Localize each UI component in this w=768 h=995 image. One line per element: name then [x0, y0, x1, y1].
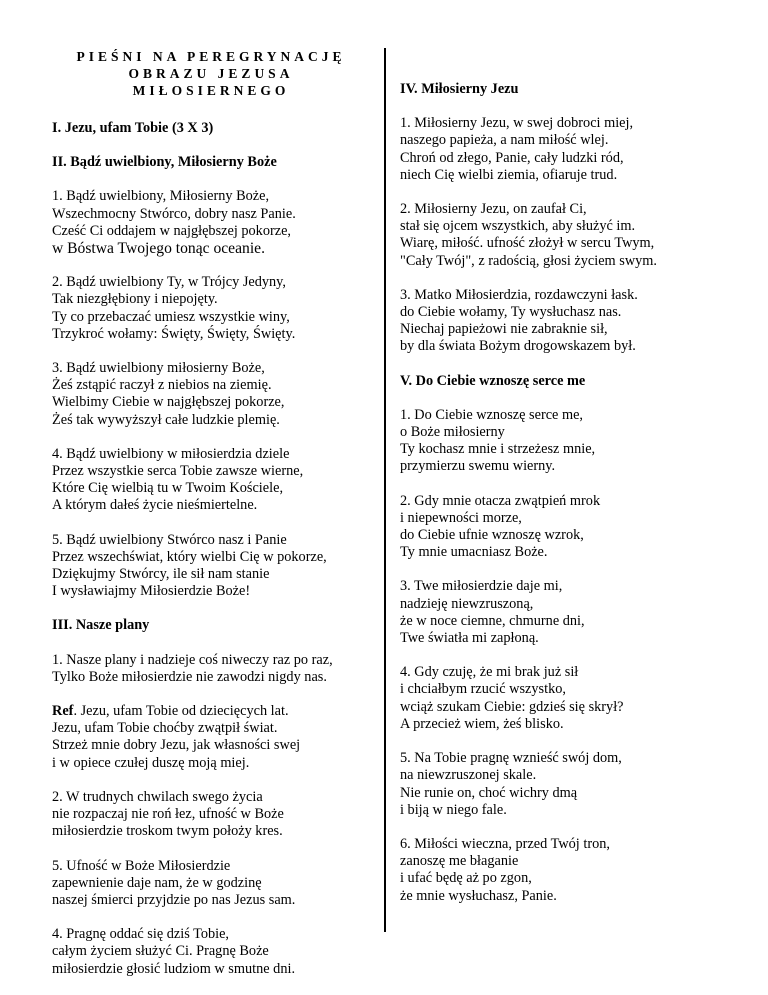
verse-line: Przez wszechświat, który wielbi Cię w pokorze,	[52, 548, 327, 565]
verse-line: niech Cię wielbi ziemia, ofiaruje trud.	[400, 166, 618, 183]
verse-line: 6. Miłości wieczna, przed Twój tron,	[400, 835, 610, 852]
verse-line: Niechaj papieżowi nie zabraknie sił,	[400, 321, 608, 338]
title-line: PIEŚNI NA PEREGRYNACJĘ	[76, 49, 346, 64]
verse-line: 1. Bądź uwielbiony, Miłosierny Boże,	[52, 188, 270, 205]
verse-line: 4. Pragnę oddać się dziś Tobie,	[52, 926, 230, 943]
verse-line: Które Cię wielbią tu w Twoim Kościele,	[52, 480, 284, 497]
verse-line: Wielbimy Ciebie w najgłębszej pokorze,	[52, 394, 285, 411]
verse-line: Nie runie on, choć wichry dmą	[400, 784, 578, 801]
stanza	[52, 360, 370, 429]
stanza	[400, 115, 730, 184]
verse-line: do Ciebie wołamy, Ty wysłuchasz nas.	[400, 304, 622, 321]
verse-line: zanoszę me błaganie	[400, 853, 519, 870]
verse-line: w Bóstwa Twojego tonąc oceanie.	[52, 240, 265, 258]
verse-line: Ty co przebaczać umiesz wszystkie winy,	[52, 308, 290, 325]
stanza	[52, 858, 370, 910]
verse-line: o Boże miłosierny	[400, 424, 505, 441]
stanza	[52, 446, 370, 515]
verse-line: całym życiem służyć Ci. Pragnę Boże	[52, 943, 269, 960]
verse-line: miłosierdzie głosić ludziom w smutne dni.	[52, 960, 296, 977]
stanza	[52, 188, 370, 257]
verse-line: naszego papieża, a nam miłość wlej.	[400, 132, 609, 149]
verse-line: Strzeż mnie dobry Jezu, jak własności swej	[52, 737, 301, 754]
verse-line: Chroń od złego, Panie, cały ludzki ród,	[400, 149, 624, 166]
verse-line: Jezu, ufam Tobie choćby zwątpił świat.	[52, 720, 278, 737]
song-heading-4: IV. Miłosierny Jezu	[400, 81, 519, 97]
stanza	[400, 750, 730, 819]
verse-line: Żeś tak wywyższył całe ludzkie plemię.	[52, 411, 280, 428]
verse-line: 5. Ufność w Boże Miłosierdzie	[52, 857, 231, 874]
verse-line: 3. Bądź uwielbiony miłosierny Boże,	[52, 360, 265, 377]
stanza	[400, 201, 730, 270]
document-title	[52, 48, 370, 99]
stanza	[52, 789, 370, 841]
stanza	[52, 274, 370, 343]
verse-line: i chciałbym rzucić wszystko,	[400, 681, 566, 698]
refrain	[52, 703, 370, 772]
verse-line: Żeś zstąpić raczył z niebios na ziemię.	[52, 377, 272, 394]
verse-line: nadzieję niewzruszoną,	[400, 595, 534, 612]
verse-line: "Cały Twój", z radością, głosi życiem swym.	[400, 252, 657, 269]
title-line: OBRAZU JEZUSA	[128, 66, 294, 81]
column-divider	[384, 48, 386, 932]
verse-line: i biją w niego fale.	[400, 801, 507, 818]
verse-line: stał się ojcem wszystkich, aby służyć im.	[400, 218, 636, 235]
stanza	[52, 926, 370, 978]
verse-line: Tak niezgłębiony i niepojęty.	[52, 291, 218, 308]
verse-line: nie rozpaczaj nie roń łez, ufność w Boże	[52, 806, 284, 823]
verse-line: A którym dałeś życie nieśmiertelne.	[52, 497, 258, 514]
song-heading-5: V. Do Ciebie wznoszę serce me	[400, 372, 586, 389]
stanza	[400, 578, 730, 647]
verse-line: i niepewności morze,	[400, 509, 522, 526]
stanza	[52, 532, 370, 601]
verse-line: Wiarę, miłość. ufność złożył w sercu Twym,	[400, 235, 655, 252]
verse-line: I wysławiajmy Miłosierdzie Boże!	[52, 583, 251, 600]
song-heading-2: II. Bądź uwielbiony, Miłosierny Boże	[52, 154, 277, 171]
verse-line: 2. W trudnych chwilach swego życia	[52, 788, 263, 805]
verse-line: Tylko Boże miłosierdzie nie zawodzi nigdy nas.	[52, 668, 327, 685]
refrain-label: Ref	[52, 703, 74, 720]
verse-line: do Ciebie ufnie wznoszę wzrok,	[400, 527, 584, 544]
verse-line: naszej śmierci przyjdzie po nas Jezus sam.	[52, 891, 296, 908]
verse-line: 4. Gdy czuję, że mi brak już sił	[400, 664, 579, 681]
verse-line: i ufać będę aż po zgon,	[400, 870, 532, 887]
verse-line: 3. Matko Miłosierdzia, rozdawczyni łask.	[400, 286, 638, 303]
song-heading-3: III. Nasze plany	[52, 617, 150, 634]
verse-line: 1. Do Ciebie wznoszę serce me,	[400, 406, 584, 423]
verse-line: 1. Nasze plany i nadzieje coś niweczy raz po raz,	[52, 651, 333, 668]
verse-line: 5. Na Tobie pragnę wznieść swój dom,	[400, 750, 622, 767]
stanza	[400, 664, 730, 733]
verse-line: wciąż szukam Ciebie: gdzieś się skrył?	[400, 698, 624, 715]
left-column	[52, 48, 370, 995]
verse-line: 2. Bądź uwielbiony Ty, w Trójcy Jedyny,	[52, 274, 286, 291]
song-heading-1: I. Jezu, ufam Tobie (3 X 3)	[52, 120, 214, 136]
stanza	[400, 836, 730, 905]
stanza	[52, 652, 370, 686]
verse-line: Twe światła mi zapłoną.	[400, 630, 539, 647]
verse-line: Trzykroć wołamy: Święty, Święty, Święty.	[52, 325, 296, 342]
stanza	[400, 493, 730, 562]
verse-line: zapewnienie daje nam, że w godzinę	[52, 874, 262, 891]
verse-line: 3. Twe miłosierdzie daje mi,	[400, 578, 563, 595]
verse-line: 4. Bądź uwielbiony w miłosierdzia dziele	[52, 445, 290, 462]
verse-line: Cześć Ci oddajem w najgłębszej pokorze,	[52, 222, 291, 239]
verse-line: 1. Miłosierny Jezu, w swej dobroci miej,	[400, 115, 634, 132]
verse-line: A przecież wiem, żeś blisko.	[400, 715, 564, 732]
verse-line: Wszechmocny Stwórco, dobry nasz Panie.	[52, 205, 296, 222]
refrain-first-line: . Jezu, ufam Tobie od dziecięcych lat.	[73, 703, 289, 720]
verse-line: Ty mnie umacniasz Boże.	[400, 544, 548, 561]
stanza	[400, 287, 730, 356]
verse-line: że w noce ciemne, chmurne dni,	[400, 612, 585, 629]
verse-line: Przez wszystkie serca Tobie zawsze wierne,	[52, 463, 304, 480]
verse-line: 2. Miłosierny Jezu, on zaufał Ci,	[400, 201, 587, 218]
verse-line: że mnie wysłuchasz, Panie.	[400, 887, 557, 904]
verse-line: Dziękujmy Stwórcy, ile sił nam stanie	[52, 566, 270, 583]
verse-line: 2. Gdy mnie otacza zwątpień mrok	[400, 492, 601, 509]
verse-line: miłosierdzie troskom twym położy kres.	[52, 823, 283, 840]
verse-line: by dla świata Bożym drogowskazem był.	[400, 338, 636, 355]
verse-line	[52, 703, 370, 720]
right-column	[400, 81, 730, 922]
verse-line: i w opiece czułej duszę moją miej.	[52, 754, 250, 771]
verse-line: Ty kochasz mnie i strzeżesz mnie,	[400, 441, 596, 458]
title-line: MIŁOSIERNEGO	[132, 83, 290, 98]
verse-line: na niewzruszonej skale.	[400, 767, 537, 784]
verse-line: 5. Bądź uwielbiony Stwórco nasz i Panie	[52, 531, 287, 548]
verse-line: przymierzu swemu wierny.	[400, 458, 556, 475]
stanza	[400, 407, 730, 476]
